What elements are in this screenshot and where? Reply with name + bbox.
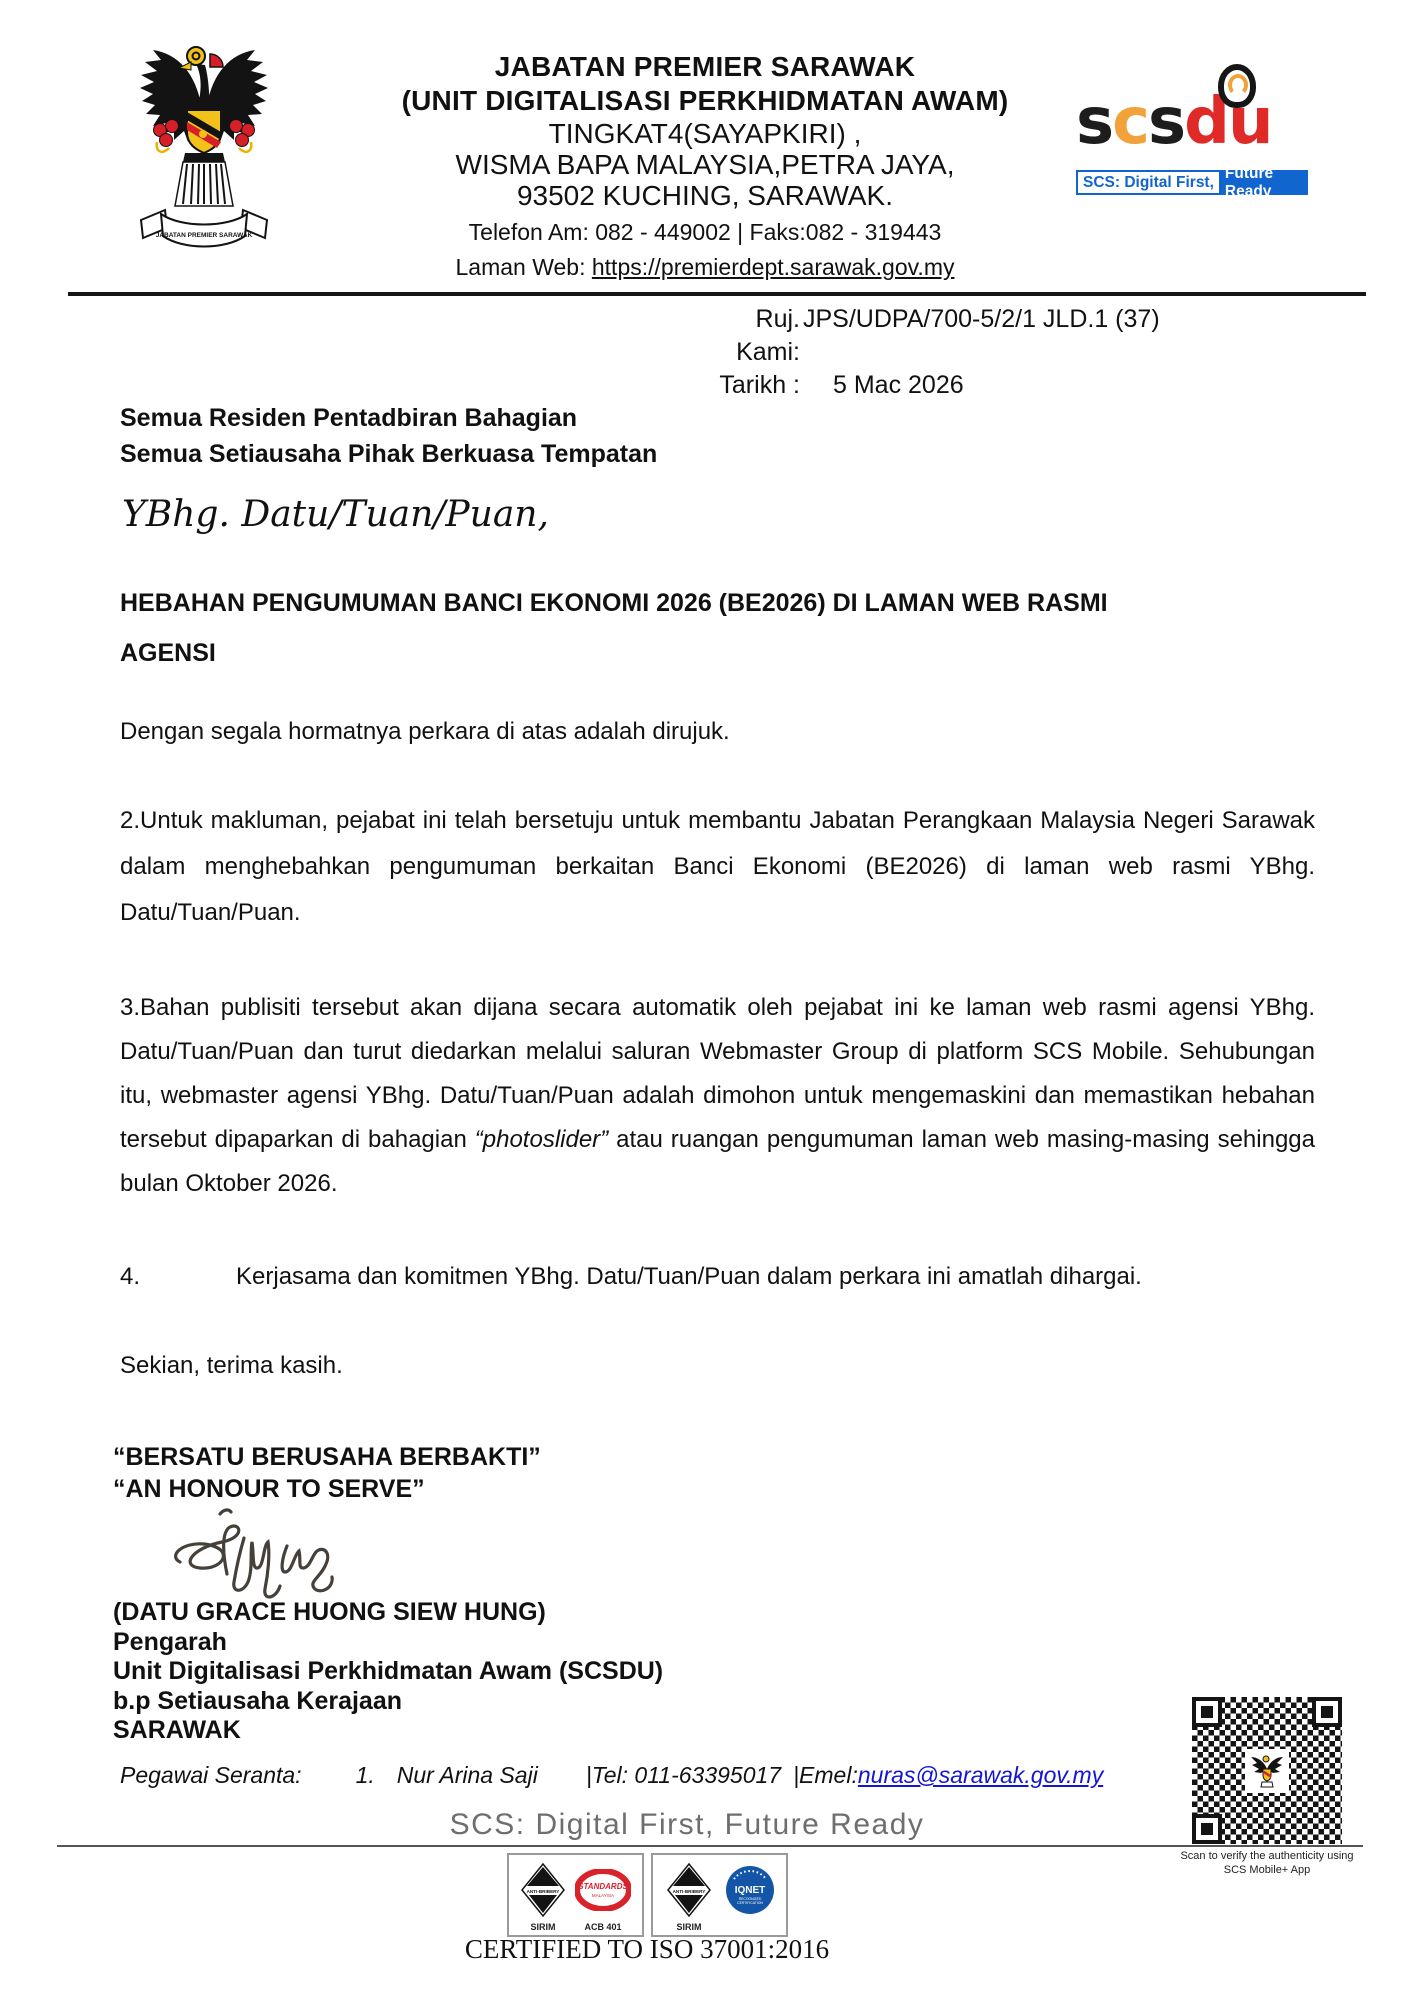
certification-badges: [0, 1853, 1294, 1937]
paragraph-3-italic: “photoslider”: [474, 1126, 609, 1153]
liaison-label: Pegawai Seranta:: [120, 1762, 302, 1788]
closing-line: Sekian, terima kasih.: [120, 1352, 343, 1379]
phone-fax-line: Telefon Am: 082 - 449002 | Faks:082 - 319443: [468, 219, 942, 245]
website-link[interactable]: https://premierdept.sarawak.gov.my: [591, 254, 955, 280]
dept-name: JABATAN PREMIER SARAWAK: [494, 51, 916, 82]
logo-letter-s1: s: [1076, 85, 1113, 159]
logo-letter-d: d: [1184, 85, 1228, 159]
liaison-name: Nur Arina Saji: [396, 1762, 538, 1788]
address-line-2: WISMA BAPA MALAYSIA,PETRA JAYA,: [455, 149, 955, 180]
svg-text:MALAYSIA: MALAYSIA: [591, 1893, 614, 1898]
svg-text:RECOGNIZED: RECOGNIZED: [738, 1897, 761, 1901]
paragraph-4: [120, 1263, 1315, 1291]
paragraph-1: Dengan segala hormatnya perkara di atas adalah dirujuk.: [120, 718, 730, 745]
svg-text:CERTIFICATION: CERTIFICATION: [736, 1901, 763, 1905]
paragraph-2: 2.Untuk makluman, pejabat ini telah bersetuju untuk membantu Jabatan Perangkaan Malaysia Negeri Sarawak dalam menghebahkan pengumuman berkaitan Banci Ekonomi (BE2026) di laman web rasmi YBhg. Datu/Tuan/Puan.: [120, 807, 1315, 926]
date-value: 5 Mac 2026: [833, 371, 964, 399]
website-label: Laman Web:: [455, 254, 592, 280]
liaison-officer-line: [120, 1762, 1103, 1789]
letterhead-text: [290, 50, 1120, 281]
liaison-email-link[interactable]: nuras@sarawak.gov.my: [857, 1762, 1104, 1788]
subject-line-2: AGENSI: [120, 639, 216, 667]
sirim-anti-bribery-icon: [665, 1863, 713, 1917]
svg-text:STANDARDS: STANDARDS: [577, 1882, 628, 1891]
address-line-1: TINGKAT4(SAYAPKIRI) ,: [548, 118, 862, 149]
ref-value: JPS/UDPA/700-5/2/1 JLD.1 (37): [803, 305, 1160, 333]
reference-block: [688, 303, 1388, 402]
crest-banner-text: JABATAN PREMIER SARAWAK: [155, 232, 253, 239]
signatory-unit: Unit Digitalisasi Perkhidmatan Awam (SCSDU): [113, 1657, 664, 1685]
qr-caption-line-1: Scan to verify the authenticity using: [1180, 1850, 1354, 1862]
liaison-number: 1.: [355, 1762, 375, 1788]
verification-qr-code: [1192, 1697, 1342, 1844]
subject-line-1: HEBAHAN PENGUMUMAN BANCI EKONOMI 2026 (BE2026) DI LAMAN WEB RASMI: [120, 589, 1108, 617]
signatory-state: SARAWAK: [113, 1716, 241, 1744]
acb-code-label: ACB 401: [584, 1922, 622, 1932]
recipient-block: [120, 400, 657, 472]
date-label: Tarikh :: [719, 371, 800, 399]
liaison-email-label: |Emel:: [793, 1762, 858, 1788]
motto-block: [113, 1441, 541, 1505]
scsdu-tagline: [1076, 164, 1308, 200]
logo-letter-u: u: [1227, 85, 1272, 159]
recipient-line-2: Semua Setiausaha Pihak Berkuasa Tempatan: [120, 440, 658, 468]
signature: [160, 1500, 390, 1605]
svg-text:IQNET: IQNET: [734, 1885, 765, 1896]
ref-label: Ruj. Kami:: [736, 305, 800, 366]
qr-caption-line-2: SCS Mobile+ App: [1223, 1864, 1311, 1876]
sirim-label: SIRIM: [676, 1922, 702, 1932]
sirim-label: SIRIM: [530, 1922, 556, 1932]
website-line: [290, 253, 1120, 281]
footer-rule: [57, 1845, 1363, 1847]
cert-box-sirim-iqnet: [651, 1853, 788, 1937]
salutation: YBhg. Datu/Tuan/Puan,: [122, 494, 549, 535]
sirim-anti-bribery-icon: [519, 1863, 567, 1917]
svg-text:ANTI-BRIBERY: ANTI-BRIBERY: [672, 1889, 705, 1894]
recipient-line-1: Semua Residen Pentadbiran Bahagian: [120, 404, 578, 432]
signatory-block: [113, 1598, 663, 1746]
paragraph-4-text: Kerjasama dan komitmen YBhg. Datu/Tuan/Puan dalam perkara ini amatlah dihargai.: [236, 1263, 1142, 1290]
footer-slogan: SCS: Digital First, Future Ready: [449, 1808, 925, 1841]
qr-finder-icon: [1192, 1814, 1222, 1844]
iqnet-icon: [725, 1865, 775, 1915]
date-row: [688, 369, 1388, 402]
scsdu-logo: [1076, 76, 1316, 200]
logo-letter-c: c: [1112, 85, 1149, 159]
qr-finder-icon: [1192, 1697, 1222, 1727]
qr-caption: [1158, 1849, 1376, 1877]
address-line-3: 93502 KUCHING, SARAWAK.: [516, 180, 894, 211]
paragraph-3: [120, 986, 1315, 1206]
lightbulb-icon: [1218, 64, 1256, 108]
qr-crest-icon: [1245, 1749, 1289, 1793]
sarawak-crest: [133, 38, 275, 270]
paragraph-4-number: 4.: [120, 1263, 141, 1290]
liaison-tel: |Tel: 011-63395017: [585, 1762, 782, 1788]
scsdu-wordmark: [1076, 76, 1316, 168]
paragraph-3-text-1: 3.Bahan publisiti tersebut akan dijana secara automatik oleh pejabat ini ke laman web rasmi agensi YBhg. Datu/Tuan/Puan dan turut diedarkan melalui saluran Webmaster Group di platform SCS Mobile. Sehubungan itu, webmaster agensi YBhg. Datu/Tuan/Puan adalah dimohon untuk mengemaskini dan memastikan hebahan tersebut dipaparkan di bahagian: [120, 994, 1315, 1153]
qr-finder-icon: [1312, 1697, 1342, 1727]
iso-certified-line: CERTIFIED TO ISO 37001:2016: [464, 1934, 830, 1964]
tagline-right: Future Ready: [1221, 170, 1308, 195]
paragraph-3-text-2: atau ruangan pengumuman laman web masing-masing sehingga bulan Oktober 2026.: [120, 1126, 1315, 1197]
signatory-onbehalf: b.p Setiausaha Kerajaan: [113, 1686, 403, 1715]
cert-box-sirim-standards: [507, 1853, 644, 1937]
tagline-left: SCS: Digital First,: [1076, 170, 1221, 195]
subject-line: [120, 578, 1108, 678]
motto-line-2: “AN HONOUR TO SERVE”: [113, 1475, 425, 1503]
header-rule: [68, 292, 1366, 296]
svg-text:ANTI-BRIBERY: ANTI-BRIBERY: [526, 1889, 559, 1894]
signatory-title: Pengarah: [113, 1627, 227, 1656]
motto-line-1: “BERSATU BERUSAHA BERBAKTI”: [113, 1443, 541, 1471]
logo-letter-s2: s: [1148, 85, 1185, 159]
standards-malaysia-icon: [575, 1869, 631, 1911]
signatory-name: (DATU GRACE HUONG SIEW HUNG): [113, 1598, 546, 1626]
dept-unit: (UNIT DIGITALISASI PERKHIDMATAN AWAM): [401, 85, 1009, 116]
ref-row: [688, 303, 1388, 369]
